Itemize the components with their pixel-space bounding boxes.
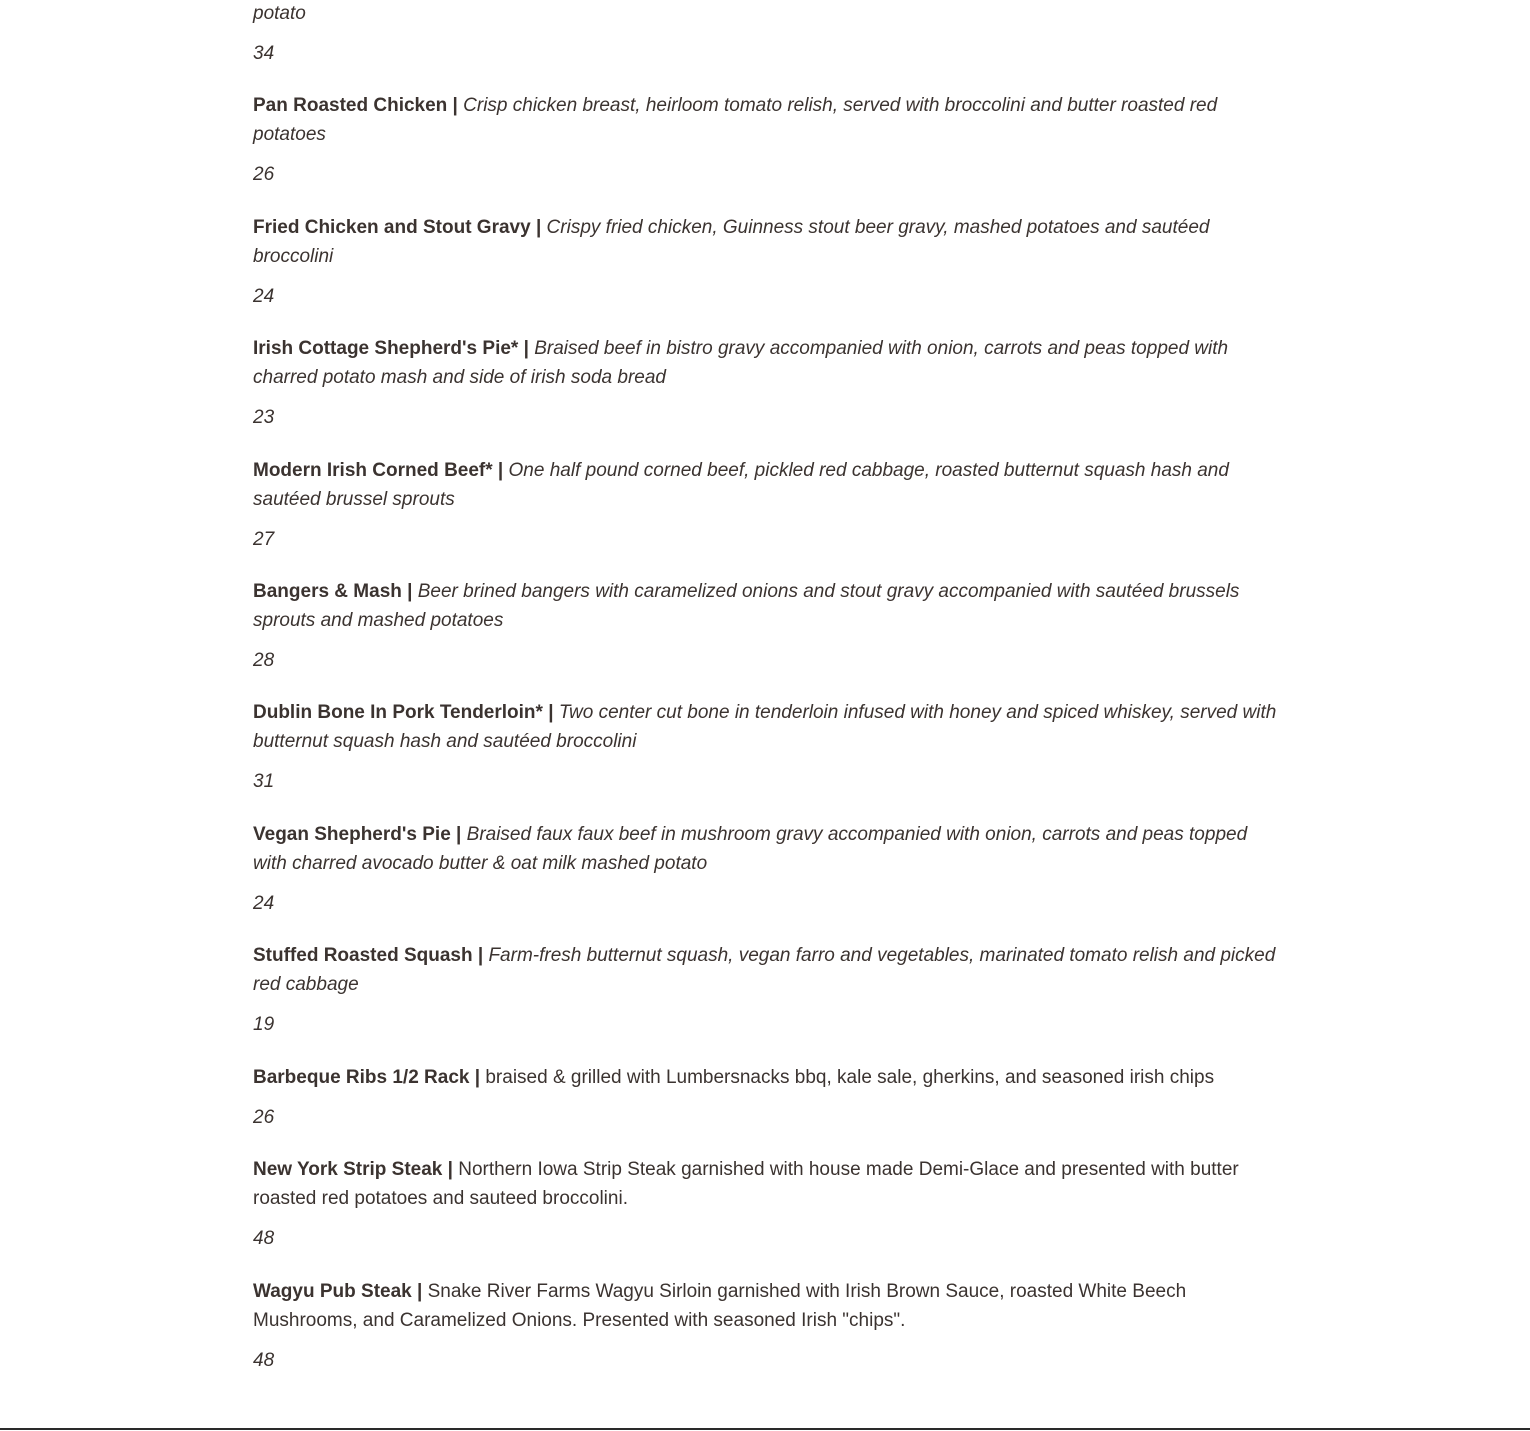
menu-item [253, 1155, 1283, 1251]
menu-item [253, 334, 1283, 430]
menu-item-name: Irish Cottage Shepherd's Pie* | [253, 338, 529, 359]
menu-item [253, 698, 1283, 794]
menu-item-description: Braised beef in bistro gravy accompanied with onion, carrots and peas topped with charred potato mash and side of irish soda bread [253, 338, 1229, 388]
menu-item-description: Crispy fried chicken, Guinness stout beer gravy, mashed potatoes and sautéed broccolini [253, 217, 1210, 267]
menu-item-price: 28 [253, 650, 275, 671]
menu-item-price: 19 [253, 1014, 275, 1035]
menu-list [253, 0, 1283, 1371]
menu-item [253, 456, 1283, 552]
menu-item [253, 213, 1283, 309]
menu-item-price: 26 [253, 164, 275, 185]
menu-item-price: 34 [253, 43, 275, 64]
menu-item-description: Braised faux faux beef in mushroom gravy accompanied with onion, carrots and peas topped with charred avocado butter & oat milk mashed potato [253, 824, 1248, 874]
menu-item-name: Fried Chicken and Stout Gravy | [253, 217, 542, 238]
menu-item-name: New York Strip Steak | [253, 1159, 453, 1180]
menu-item-name: Stuffed Roasted Squash | [253, 945, 484, 966]
menu-item-description: Crisp chicken breast, heirloom tomato relish, served with broccolini and butter roasted red potatoes [253, 95, 1218, 145]
menu-item-price: 24 [253, 286, 275, 307]
menu-item-description: braised & grilled with Lumbersnacks bbq, kale sale, gherkins, and seasoned irish chips [485, 1067, 1215, 1088]
menu-item-price: 31 [253, 771, 275, 792]
menu-item-description: Farm-fresh butternut squash, vegan farro and vegetables, marinated tomato relish and picked red cabbage [253, 945, 1276, 995]
menu-item [253, 577, 1283, 673]
menu-item-description: Snake River Farms Wagyu Sirloin garnished with Irish Brown Sauce, roasted White Beech Mushrooms, and Caramelized Onions. Presented with seasoned Irish "chips". [253, 1281, 1187, 1331]
menu-item-description: Two center cut bone in tenderloin infused with honey and spiced whiskey, served with butternut squash hash and sautéed broccolini [253, 702, 1277, 752]
menu-item-price: 48 [253, 1350, 275, 1371]
menu-item-description: Beer brined bangers with caramelized onions and stout gravy accompanied with sautéed brussels sprouts and mashed potatoes [253, 581, 1240, 631]
menu-item-name: Vegan Shepherd's Pie | [253, 824, 462, 845]
menu-item-name: Wagyu Pub Steak | [253, 1281, 423, 1302]
footer-divider [0, 1428, 1530, 1430]
menu-item-name: Modern Irish Corned Beef* | [253, 460, 504, 481]
menu-item-price: 23 [253, 407, 275, 428]
menu-item [253, 1277, 1283, 1373]
menu-item [253, 1063, 1283, 1130]
menu-item [253, 91, 1283, 187]
menu-item-price: 27 [253, 529, 275, 550]
menu-item [253, 820, 1283, 916]
menu-item-name: Bangers & Mash | [253, 581, 413, 602]
menu-item-name: Barbeque Ribs 1/2 Rack | [253, 1067, 481, 1088]
menu-item-price: 48 [253, 1228, 275, 1249]
menu-item-continued [253, 0, 1283, 66]
menu-item-name: Pan Roasted Chicken | [253, 95, 458, 116]
menu-item-name: Dublin Bone In Pork Tenderloin* | [253, 702, 554, 723]
menu-item-price: 26 [253, 1107, 275, 1128]
menu-item-description: Northern Iowa Strip Steak garnished with house made Demi-Glace and presented with butter roasted red potatoes and sauteed broccolini. [253, 1159, 1239, 1209]
menu-item-description: potato [253, 3, 306, 24]
menu-item-price: 24 [253, 893, 275, 914]
menu-item-description: One half pound corned beef, pickled red cabbage, roasted butternut squash hash and sautéed brussel sprouts [253, 460, 1229, 510]
menu-item [253, 941, 1283, 1037]
